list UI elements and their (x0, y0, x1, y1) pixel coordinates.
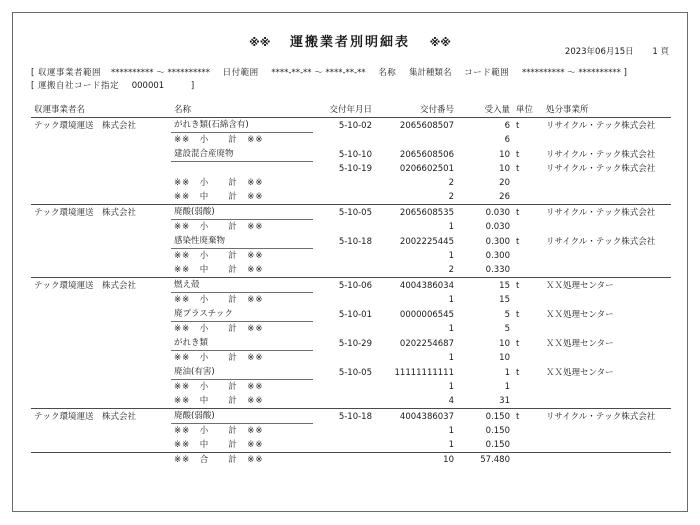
cell-name: 感染性廃棄物 (171, 234, 313, 249)
cell-date (313, 453, 375, 468)
date-range-tilde: ～ (314, 68, 323, 78)
table-row[interactable] (31, 234, 671, 249)
cell-unit (513, 394, 543, 409)
cell-site (543, 351, 671, 366)
date-range-from: ****-**-** (271, 68, 312, 78)
cell-date (313, 424, 375, 439)
table-row[interactable] (31, 293, 671, 308)
cell-date: 5-10-19 (338, 164, 372, 175)
table-body (31, 118, 671, 468)
title-mark-left: ※※ (249, 36, 271, 49)
cell-trader (31, 293, 171, 308)
filter-conditions (31, 67, 669, 93)
cell-trader (31, 365, 171, 380)
cell-date: 5-10-10 (338, 149, 372, 160)
cell-slip: 0206602501 (399, 164, 454, 175)
cell-unit: t (513, 205, 543, 220)
cell-site (543, 133, 671, 148)
cell-site: ＸＸ処理センター (546, 338, 614, 349)
trader-range-tilde: ～ (156, 68, 165, 78)
cell-qty: 20 (499, 178, 510, 189)
cell-date (313, 249, 375, 264)
table-row[interactable] (31, 263, 671, 278)
cell-name: がれき類 (171, 336, 313, 351)
cell-unit: t (516, 164, 520, 175)
cell-trader: テック環境運送 株式会社 (31, 118, 171, 133)
cell-qty: 6 (504, 135, 510, 146)
cell-trader (31, 133, 171, 148)
cell-trader (31, 190, 171, 205)
code-range-to: ********** (578, 68, 621, 78)
cell-qty: 57.480 (457, 453, 513, 468)
cell-qty: 0.330 (485, 265, 510, 276)
table-row[interactable] (31, 453, 671, 468)
cell-unit (513, 263, 543, 278)
table-row[interactable] (31, 409, 671, 424)
cell-count: 10 (375, 453, 457, 468)
cell-trader (31, 424, 171, 439)
title-mark-right: ※※ (429, 36, 451, 49)
cell-trader (31, 307, 171, 322)
cell-qty: 15 (499, 295, 510, 306)
cell-unit (513, 176, 543, 190)
cell-name: 廃酸(弱酸) (171, 205, 313, 220)
col-header-name: 名称 (171, 103, 313, 118)
cell-name (171, 162, 313, 177)
cell-site (543, 394, 671, 409)
cell-trader (31, 176, 171, 190)
col-header-date: 交付年月日 (313, 103, 375, 118)
cell-slip: 0202254687 (399, 338, 454, 349)
name-value: 集計種類名 (409, 68, 452, 78)
cell-date: 5-10-18 (313, 409, 375, 424)
col-header-slip: 交付番号 (375, 103, 457, 118)
cell-slip (375, 133, 457, 148)
cell-unit (513, 453, 543, 468)
cell-unit (513, 438, 543, 453)
cell-trader (31, 336, 171, 351)
cell-name: ※※ 合 計 ※※ (171, 453, 313, 468)
trader-range-from: ********** (111, 68, 154, 78)
cell-unit (513, 380, 543, 395)
cell-count: 1 (448, 353, 454, 364)
cell-name: 建設混合産廃物 (171, 147, 313, 162)
col-header-qty: 受入量 (457, 103, 513, 118)
cell-slip: 0000006545 (399, 309, 454, 320)
cell-name: ※※ 小 計 ※※ (174, 382, 264, 393)
cell-site (543, 263, 671, 278)
cell-date (313, 133, 375, 148)
cell-site: リサイクル・テック株式会社 (546, 236, 656, 247)
cell-unit (513, 351, 543, 366)
cell-trader: テック環境運送 株式会社 (31, 278, 171, 293)
cell-name: ※※ 小 計 ※※ (174, 426, 264, 437)
condition-1-close: ] (623, 68, 627, 78)
cell-unit (513, 220, 543, 235)
cell-slip: 11111111111 (394, 367, 454, 378)
cell-name: 廃酸(弱酸) (171, 409, 313, 424)
cell-site: リサイクル・テック株式会社 (543, 205, 671, 220)
cell-date (313, 438, 375, 453)
cell-trader (31, 438, 171, 453)
table-row[interactable] (31, 322, 671, 337)
detail-table (31, 103, 671, 467)
table-row[interactable] (31, 438, 671, 453)
cell-site: ＸＸ処理センター (543, 278, 671, 293)
cell-date: 5-10-05 (313, 205, 375, 220)
cell-qty: 1 (504, 382, 510, 393)
table-row[interactable] (31, 190, 671, 205)
cell-trader (31, 263, 171, 278)
table-row[interactable] (31, 394, 671, 409)
cell-site: ＸＸ処理センター (546, 309, 614, 320)
condition-line-1 (31, 67, 669, 80)
cell-count: 1 (448, 251, 454, 262)
cell-unit (513, 322, 543, 337)
page-number: 1 頁 (652, 47, 669, 57)
cell-count: 1 (448, 222, 454, 233)
cell-date: 5-10-29 (338, 338, 372, 349)
cell-unit (513, 190, 543, 205)
cell-trader (31, 453, 171, 468)
cell-qty: 26 (499, 192, 510, 203)
cell-date: 5-10-06 (313, 278, 375, 293)
cell-name: ※※ 中 計 ※※ (174, 396, 264, 407)
condition-2-close: ] (190, 81, 195, 92)
cell-trader (31, 220, 171, 235)
cell-date: 5-10-02 (313, 118, 375, 133)
table-row[interactable] (31, 162, 671, 177)
cell-date (313, 351, 375, 366)
print-date: 2023年06月15日 (564, 47, 634, 57)
cell-qty: 0.300 (485, 251, 510, 262)
cell-unit: t (516, 236, 520, 247)
cell-qty: 10 (499, 149, 510, 160)
cell-unit: t (516, 367, 520, 378)
cell-unit: t (516, 309, 520, 320)
cell-qty: 15 (457, 278, 513, 293)
table-row[interactable] (31, 118, 671, 133)
table-row[interactable] (31, 205, 671, 220)
name-label: 名称 (378, 68, 397, 78)
cell-site (543, 293, 671, 308)
cell-site (543, 438, 671, 453)
cell-name: ※※ 中 計 ※※ (174, 192, 264, 203)
cell-name: 燃え殻 (171, 278, 313, 293)
cell-date (313, 263, 375, 278)
cell-trader (31, 249, 171, 264)
cell-unit (513, 424, 543, 439)
cell-count: 1 (448, 324, 454, 335)
cell-qty: 0.150 (485, 426, 510, 437)
cell-site: リサイクル・テック株式会社 (543, 409, 671, 424)
cell-trader (31, 380, 171, 395)
cell-name: ※※ 中 計 ※※ (174, 265, 264, 276)
table-header-row (31, 103, 671, 118)
cell-site: リサイクル・テック株式会社 (546, 164, 656, 175)
cell-trader (31, 147, 171, 162)
cell-site (543, 176, 671, 190)
cell-trader (31, 322, 171, 337)
date-range-label: 日付範囲 (222, 68, 259, 78)
cell-name: ※※ 中 計 ※※ (174, 440, 264, 451)
date-range-to: ****-**-** (325, 68, 366, 78)
cell-count: 1 (448, 426, 454, 437)
cell-site (543, 190, 671, 205)
code-range-from: ********** (521, 68, 565, 78)
cell-trader (31, 394, 171, 409)
cell-date: 5-10-01 (338, 309, 372, 320)
cell-name: ※※ 小 計 ※※ (174, 178, 264, 189)
title-text: 運搬業者別明細表 (289, 35, 410, 50)
cell-slip: 2002225445 (399, 236, 454, 247)
cell-qty: 10 (499, 338, 510, 349)
cell-name: ※※ 小 計 ※※ (174, 222, 264, 233)
cell-name: がれき類(石綿含有) (171, 118, 313, 133)
cell-qty: 0.300 (485, 236, 510, 247)
cell-count: 2 (448, 265, 454, 276)
cell-qty: 31 (499, 396, 510, 407)
cell-site (543, 322, 671, 337)
cell-qty: 6 (457, 118, 513, 133)
cell-site (543, 380, 671, 395)
code-range-label: コード範囲 (464, 68, 510, 78)
cell-trader: テック環境運送 株式会社 (31, 409, 171, 424)
table-row[interactable] (31, 147, 671, 162)
cell-site (543, 424, 671, 439)
cell-unit: t (513, 278, 543, 293)
cell-date (313, 190, 375, 205)
cell-unit: t (513, 409, 543, 424)
cell-qty: 0.150 (457, 409, 513, 424)
table-row[interactable] (31, 307, 671, 322)
table-row[interactable] (31, 220, 671, 235)
cell-qty: 0.150 (485, 440, 510, 451)
own-code-value: 000001 (131, 81, 165, 92)
cell-date (313, 176, 375, 190)
cell-qty: 10 (499, 164, 510, 175)
table-row[interactable] (31, 133, 671, 148)
col-header-unit: 単位 (513, 103, 543, 118)
table-row[interactable] (31, 278, 671, 293)
cell-name: ※※ 小 計 ※※ (174, 295, 264, 306)
table-row[interactable] (31, 176, 671, 190)
report-sheet (12, 12, 688, 512)
report-body (31, 31, 669, 467)
cell-slip: 4004386037 (375, 409, 457, 424)
cell-date (313, 394, 375, 409)
cell-unit: t (516, 338, 520, 349)
cell-unit (513, 249, 543, 264)
table-row[interactable] (31, 365, 671, 380)
cell-name: ※※ 小 計 ※※ (174, 251, 264, 262)
cell-site: ＸＸ処理センター (546, 367, 614, 378)
cell-unit: t (516, 149, 520, 160)
cell-count: 2 (448, 178, 454, 189)
table-row[interactable] (31, 336, 671, 351)
cell-slip: 2065608535 (375, 205, 457, 220)
cell-name: ※※ 小 計 ※※ (174, 324, 264, 335)
table-row[interactable] (31, 424, 671, 439)
cell-unit: t (513, 118, 543, 133)
cell-trader: テック環境運送 株式会社 (31, 205, 171, 220)
cell-name: 廃プラスチック (171, 307, 313, 322)
cell-slip: 2065608507 (375, 118, 457, 133)
code-range-tilde: ～ (567, 68, 576, 78)
trader-range-to: ********** (167, 68, 210, 78)
cell-trader (31, 234, 171, 249)
cell-date (313, 322, 375, 337)
cell-date: 5-10-18 (338, 236, 372, 247)
cell-count: 2 (448, 192, 454, 203)
report-header (31, 31, 669, 57)
cell-qty: 5 (504, 324, 510, 335)
cell-site (543, 249, 671, 264)
table-row[interactable] (31, 380, 671, 395)
own-code-label: [ 運搬自社コード指定 (31, 81, 120, 92)
cell-date (313, 220, 375, 235)
cell-trader (31, 351, 171, 366)
table-row[interactable] (31, 351, 671, 366)
cell-qty: 1 (504, 367, 510, 378)
cell-name: ※※ 小 計 ※※ (174, 135, 264, 146)
col-header-trader: 収運事業者名 (31, 103, 171, 118)
cell-count: 4 (448, 396, 454, 407)
cell-site: リサイクル・テック株式会社 (543, 118, 671, 133)
cell-site (543, 220, 671, 235)
cell-date (313, 293, 375, 308)
print-date-block (565, 45, 669, 57)
cell-qty: 10 (499, 353, 510, 364)
trader-range-label: [ 収運事業者範囲 (31, 68, 102, 78)
cell-trader (31, 162, 171, 177)
cell-slip: 2065608506 (399, 149, 454, 160)
cell-site (543, 453, 671, 468)
cell-date (313, 380, 375, 395)
cell-qty: 5 (504, 309, 510, 320)
cell-qty: 0.030 (457, 205, 513, 220)
cell-name: 廃油(有害) (171, 365, 313, 380)
condition-line-2 (31, 80, 669, 93)
cell-slip: 4004386034 (375, 278, 457, 293)
cell-count: 1 (448, 440, 454, 451)
cell-unit (513, 293, 543, 308)
cell-unit (513, 133, 543, 148)
table-row[interactable] (31, 249, 671, 264)
cell-count: 1 (448, 295, 454, 306)
col-header-site: 処分事業所 (543, 103, 671, 118)
cell-count: 1 (448, 382, 454, 393)
cell-site: リサイクル・テック株式会社 (546, 149, 656, 160)
cell-qty: 0.030 (485, 222, 510, 233)
cell-date: 5-10-05 (338, 367, 372, 378)
cell-name: ※※ 小 計 ※※ (174, 353, 264, 364)
